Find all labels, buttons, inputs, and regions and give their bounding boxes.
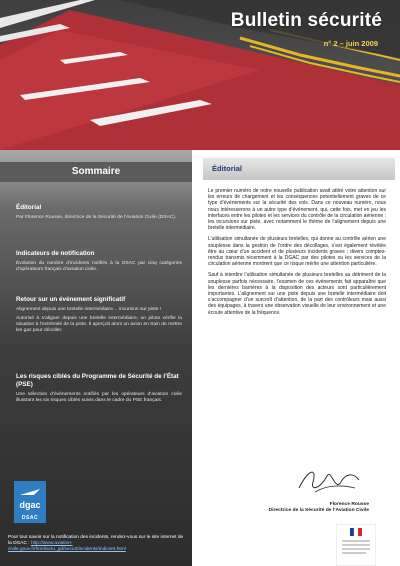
section-text: Une sélection d’événements notifiés par les opérateurs d’aviation civile illustrant les six risques ciblés suivis dans le cadre du PSE français. bbox=[16, 392, 182, 404]
editorial-label: Éditorial bbox=[212, 164, 243, 173]
sommaire-panel bbox=[0, 150, 192, 566]
dsac-label: DSAC bbox=[14, 513, 46, 523]
section-text: Évolution du nombre d’incidents notifiés à la DSAC par cinq catégories d’opérateurs français d’aviation civile. bbox=[16, 261, 182, 273]
footer-note bbox=[8, 535, 188, 553]
signature-name: Florence Rousse bbox=[329, 502, 369, 507]
section-heading: Les risques ciblés du Programme de Sécurité de l’État (PSE) bbox=[16, 373, 179, 388]
dgac-logo-text: dgac bbox=[19, 500, 41, 510]
ministry-logo bbox=[336, 524, 376, 566]
footer-link[interactable]: http://www.aviation-civile.gouv.fr/html/actu_gd/secu3/incidents/indicent.html bbox=[8, 541, 126, 552]
editorial-paragraph: Sauf à interdire l’utilisation simultanée de plusieurs bretelles au détriment de la souplesse parfois nécessaire, l’examen de ces événements fait apparaître que les dernières barrières à la disposition des acteurs sont particulièrement importantes. L’alignement sur une piste depuis une bretelle intermédiaire doit s’accompagner d’un surcroît d’attention, de la part des contrôleurs mais aussi des équipages, à travers une observation visuelle de leur environnement et une écoute attentive de la fréquence. bbox=[208, 272, 386, 316]
sommaire-section-editorial[interactable] bbox=[16, 204, 182, 224]
bulletin-title: Bulletin sécurité bbox=[230, 10, 382, 31]
editorial-paragraph: L’utilisation simultanée de plusieurs bretelles, qui donne au contrôle aérien une souplesse dans la gestion de l’ordre des décollages, s’est également révélée être au cœur d’un accident et de plusieurs incidents graves ; divers comptes-rendus transmis récemment à la DGAC par des pilotes ou les services de la circulation aérienne montrent que ce risque mérite une attention particulière. bbox=[208, 236, 386, 268]
signature-role: Directrice de la Sécurité de l’Aviation Civile bbox=[268, 508, 369, 513]
section-heading: Retour sur un événement significatif bbox=[16, 296, 126, 303]
section-heading: Éditorial bbox=[16, 204, 42, 211]
section-text: Autorisé à s’aligner depuis une bretelle intermédiaire, un pilote vérifie la situation à l’extrémité de la piste. Il aperçoit alors un avion en train de mettre les gaz pour décoller. bbox=[16, 316, 182, 334]
editorial-paragraph: Le premier numéro de notre nouvelle publication avait attiré votre attention sur les erreurs de chargement et les conséquences potentiellement graves de ce type d’événements sur la sécurité des vols. Dans ce nouveau numéro, nous nous intéresserons à un autre type d’événement, qui, cette fois, met en jeu les interfaces entre les pilotes et les services du contrôle de la circulation aérienne : les incursions sur piste, avec notamment le thème de l’alignement depuis une bretelle intermédiaire. bbox=[208, 188, 386, 232]
sommaire-section-indicateurs[interactable] bbox=[16, 250, 182, 276]
dgac-logo bbox=[14, 481, 46, 523]
runway-photo bbox=[0, 0, 400, 150]
section-heading: Indicateurs de notification bbox=[16, 250, 95, 257]
sommaire-title: Sommaire bbox=[71, 166, 121, 177]
editorial-body bbox=[208, 188, 386, 321]
section-text: Alignement depuis une bretelle intermédiaire… incursion sur piste ! bbox=[16, 307, 162, 312]
footer-text: Pour tout savoir sur la notification des incidents, rendez-vous sur le site internet de la DGAC : bbox=[8, 535, 184, 546]
section-text: Par Florence Rousse, directrice de la Sécurité de l’Aviation Civile (DSAC). bbox=[16, 215, 177, 220]
issue-number: n° 2 – juin 2009 bbox=[323, 39, 378, 48]
signature-scribble bbox=[295, 462, 365, 503]
sommaire-section-retour[interactable] bbox=[16, 296, 182, 337]
sommaire-section-pse[interactable] bbox=[16, 373, 182, 407]
